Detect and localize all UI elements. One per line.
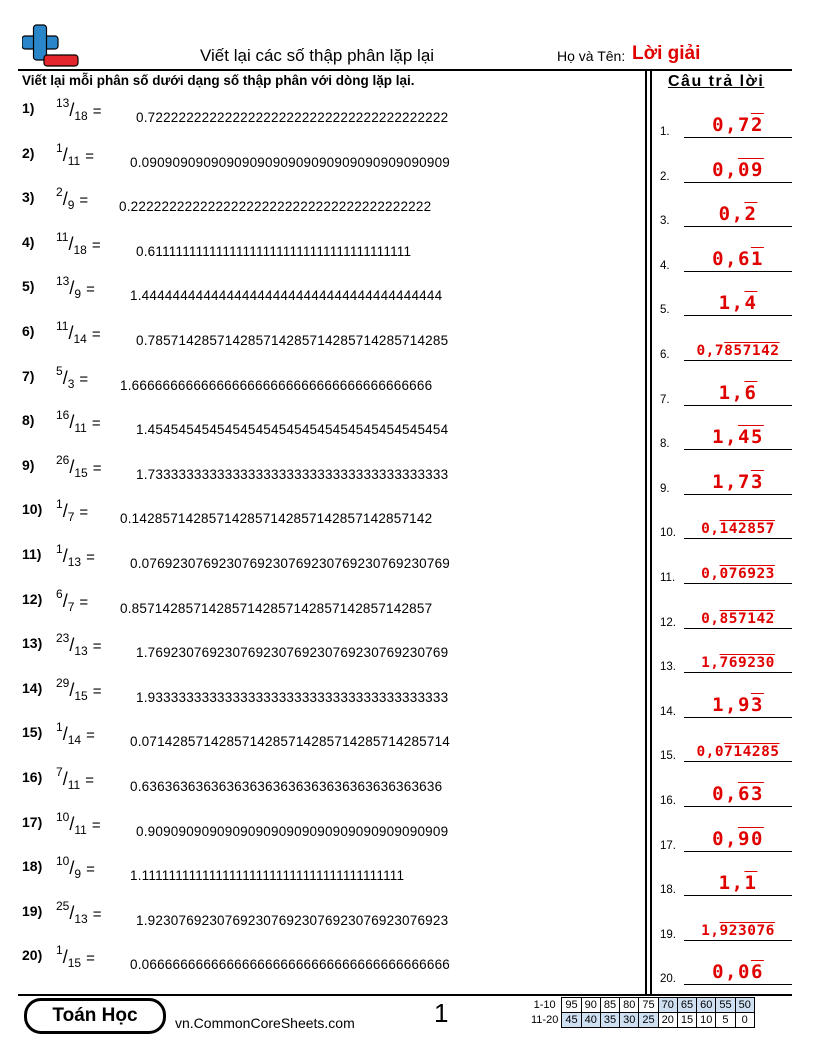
answer-line: [684, 583, 792, 584]
equals-sign: =: [86, 861, 95, 879]
score-cell: 35: [600, 1013, 619, 1028]
score-cell: 30: [620, 1013, 639, 1028]
answer-value: [684, 566, 792, 582]
answer-value: [684, 611, 792, 627]
answer-index: 7.: [660, 393, 670, 406]
answer-line: [684, 405, 792, 406]
problem-number: 20): [22, 947, 43, 964]
numerator: 5: [56, 363, 63, 378]
denominator: 9: [67, 198, 75, 213]
fraction: $^{25}/_{13}$ =: [56, 898, 102, 926]
equals-sign: =: [85, 147, 94, 165]
score-cell: 25: [639, 1013, 658, 1028]
problem-number: 15): [22, 724, 43, 741]
answer-line: [684, 628, 792, 629]
answer-value: [684, 694, 792, 716]
answer-column-header: Câu trả lời: [668, 73, 765, 90]
numerator: 6: [56, 586, 63, 601]
answer-slot: [660, 187, 792, 231]
answer-slot: [660, 232, 792, 276]
decimal-expansion: 1.454545454545454545454545454545454545454: [136, 422, 449, 438]
score-row: [528, 998, 754, 1013]
score-row-label: 1-10: [533, 999, 556, 1011]
equals-sign: =: [86, 727, 95, 745]
answer-slot: [660, 455, 792, 499]
denominator: 13: [67, 555, 82, 569]
plus-minus-logo-icon: [22, 24, 80, 68]
score-cell: 60: [697, 998, 716, 1013]
denominator: 14: [67, 733, 82, 748]
answer-value: [684, 248, 792, 270]
answer-slot: [660, 143, 792, 187]
answer-value: [684, 521, 792, 537]
answer-index: 13.: [660, 661, 676, 674]
answer-nonrepeating-part: 1,9: [712, 693, 751, 716]
decimal-expansion: 0.0769230769230769230769230769230769230769: [130, 556, 450, 571]
answer-index: 14.: [660, 705, 676, 718]
equals-sign: =: [86, 281, 95, 299]
problem-number: 18): [22, 858, 43, 875]
answer-line: [684, 984, 792, 985]
answer-index: 19.: [660, 928, 676, 941]
answer-value: [684, 426, 792, 448]
decimal-expansion: 1.666666666666666666666666666666666666666: [120, 377, 433, 393]
answer-index: 10.: [660, 527, 676, 540]
answer-nonrepeating-part: 0,: [701, 610, 720, 627]
numerator: 16: [56, 408, 70, 423]
equals-sign: =: [92, 682, 102, 700]
answer-line: [684, 895, 792, 896]
numerator: 11: [56, 319, 69, 333]
fraction: $^{10}/_{11}$ =: [56, 809, 101, 837]
answer-repeating-part: 1: [750, 247, 764, 270]
score-cell: 55: [716, 998, 735, 1013]
answer-slot: [660, 499, 792, 543]
fraction: $^1/_{13}$ =: [56, 542, 95, 569]
answer-index: 15.: [660, 750, 676, 763]
answer-nonrepeating-part: 0,: [718, 203, 745, 226]
denominator: 13: [74, 911, 88, 926]
answer-index: 11.: [660, 572, 676, 584]
answer-slot: [660, 276, 792, 320]
answer-repeating-part: 923076: [719, 922, 775, 939]
answer-value: [684, 471, 792, 493]
problem-row: [22, 720, 632, 764]
answer-slot: [660, 410, 792, 454]
decimal-expansion: 0.611111111111111111111111111111111111111: [136, 243, 412, 259]
numerator: 29: [56, 675, 70, 690]
fraction: $^{11}/_{18}$ =: [56, 229, 101, 257]
answer-index: 5.: [660, 304, 670, 317]
answer-value: [684, 923, 792, 939]
fraction: $^{10}/_9$ =: [56, 854, 95, 882]
answer-repeating-part: 6: [744, 381, 758, 404]
equals-sign: =: [92, 638, 102, 656]
numerator: 1: [56, 497, 63, 512]
answer-nonrepeating-part: 0,6: [712, 247, 751, 270]
answer-line: [684, 182, 792, 183]
fraction: $^2/_9$ =: [56, 185, 89, 213]
answer-repeating-part: 09: [738, 158, 764, 181]
equals-sign: =: [91, 326, 101, 343]
denominator: 15: [74, 688, 88, 703]
numerator: 26: [56, 452, 70, 467]
problem-row: [22, 408, 632, 452]
answer-slot: [660, 812, 792, 856]
answer-index: 12.: [660, 616, 676, 629]
equals-sign: =: [86, 549, 95, 566]
equals-sign: =: [92, 905, 102, 923]
answer-repeating-part: 1: [744, 872, 758, 895]
answer-line: [684, 494, 792, 495]
answer-index: 3.: [660, 215, 670, 228]
answer-repeating-part: 6: [750, 961, 764, 984]
decimal-expansion: 1.733333333333333333333333333333333333333: [136, 466, 449, 482]
problem-number: 13): [22, 635, 43, 652]
answer-nonrepeating-part: 0,: [701, 566, 720, 582]
answer-line: [684, 672, 792, 673]
fraction: $^1/_7$ =: [56, 497, 89, 525]
score-cell: 45: [562, 1013, 581, 1028]
answer-slot: [660, 856, 792, 900]
problem-number: 8): [22, 412, 35, 429]
answer-index: 17.: [660, 839, 676, 852]
problem-number: 2): [22, 144, 35, 161]
answer-index: 16.: [660, 795, 676, 807]
answer-nonrepeating-part: 0,0: [712, 961, 751, 984]
answer-nonrepeating-part: 1,: [718, 381, 745, 404]
equals-sign: =: [92, 103, 102, 120]
score-cell: 95: [562, 998, 581, 1013]
answer-nonrepeating-part: 1,: [718, 292, 745, 315]
fraction: $^6/_7$ =: [56, 586, 89, 614]
answer-value: [684, 828, 792, 850]
numerator: 10: [56, 809, 70, 824]
decimal-expansion: 0.0714285714285714285714285714285714285714: [130, 734, 450, 750]
decimal-expansion: 0.636363636363636363636363636363636363636: [130, 779, 443, 794]
answer-repeating-part: 769230: [719, 655, 775, 672]
fraction: $^{11}/_{14}$ =: [56, 319, 101, 346]
answer-line: [684, 271, 792, 272]
problem-row: [22, 542, 632, 586]
denominator: 7: [67, 510, 75, 525]
answer-repeating-part: 2: [744, 203, 758, 226]
site-url: vn.CommonCoreSheets.com: [175, 1015, 355, 1031]
decimal-expansion: 0.142857142857142857142857142857142857142: [120, 511, 433, 527]
problem-row: [22, 765, 632, 809]
score-cell: 75: [639, 998, 658, 1013]
score-cell: 5: [716, 1013, 735, 1028]
answer-slot: [660, 589, 792, 633]
answer-repeating-part: 076923: [719, 566, 775, 582]
equals-sign: =: [79, 192, 89, 210]
score-cell: 80: [620, 998, 639, 1013]
problem-number: 3): [22, 189, 35, 206]
answer-slot: [660, 945, 792, 989]
fraction: $^1/_{14}$ =: [56, 720, 95, 748]
decimal-expansion: 1.769230769230769230769230769230769230769: [136, 645, 449, 661]
fraction: $^{13}/_9$ =: [56, 274, 95, 302]
score-row: [528, 1013, 754, 1028]
problem-row: [22, 675, 632, 720]
answer-repeating-part: 142857: [719, 521, 775, 538]
fraction: $^{26}/_{15}$ =: [56, 452, 102, 480]
score-cell: 40: [581, 1013, 600, 1028]
answer-repeating-part: 857142: [719, 610, 775, 627]
answer-index: 4.: [660, 259, 670, 272]
fraction: $^1/_{11}$ =: [56, 140, 94, 168]
problem-row: [22, 229, 632, 274]
score-cell: 20: [658, 1013, 677, 1028]
answer-value: [684, 159, 792, 181]
instructions: Viết lại mỗi phân số dưới dạng số thập phân với dòng lặp lại.: [22, 73, 415, 88]
problem-number: 7): [22, 367, 35, 384]
denominator: 11: [74, 822, 87, 837]
answer-line: [684, 538, 792, 539]
score-cell: 15: [677, 1013, 696, 1028]
numerator: 1: [56, 140, 63, 155]
problem-number: 4): [22, 233, 35, 250]
column-divider-right: [650, 69, 652, 994]
answer-slot: [660, 366, 792, 410]
answer-repeating-part: 3: [750, 470, 764, 493]
denominator: 13: [74, 644, 88, 659]
answer-nonrepeating-part: 0,7: [712, 114, 751, 136]
answer-line: [684, 137, 792, 138]
problem-number: 6): [22, 323, 35, 339]
answer-index: 18.: [660, 884, 676, 897]
equals-sign: =: [79, 593, 89, 611]
answer-repeating-part: 63: [738, 783, 764, 805]
denominator: 11: [67, 153, 81, 168]
answer-slot: [660, 321, 792, 365]
footer-divider: [18, 994, 792, 996]
denominator: 18: [74, 109, 88, 123]
answer-line: [684, 315, 792, 316]
answer-index: 2.: [660, 170, 670, 183]
problem-row: [22, 586, 632, 631]
decimal-expansion: 0.722222222222222222222222222222222222222: [136, 110, 449, 125]
decimal-expansion: 0.0666666666666666666666666666666666666666: [130, 957, 450, 973]
answer-slot: [660, 767, 792, 811]
problem-number: 19): [22, 902, 43, 919]
numerator: 1: [56, 720, 63, 735]
decimal-expansion: 1.923076923076923076923076923076923076923: [136, 912, 449, 928]
equals-sign: =: [92, 459, 102, 477]
answer-slot: [660, 98, 792, 142]
answer-value: [684, 292, 792, 314]
answer-line: [684, 717, 792, 718]
answer-line: [684, 449, 792, 450]
answer-index: 9.: [660, 482, 670, 495]
column-divider-left: [645, 69, 647, 994]
problem-row: [22, 363, 632, 408]
answer-nonrepeating-part: 1,: [701, 922, 720, 939]
numerator: 2: [56, 185, 63, 200]
numerator: 13: [56, 96, 70, 110]
answer-repeating-part: 3: [750, 693, 764, 716]
problem-row: [22, 854, 632, 898]
problem-row: [22, 185, 632, 229]
score-cell: 0: [735, 1013, 754, 1028]
answer-line: [684, 226, 792, 227]
answer-slot: [660, 678, 792, 722]
fraction: $^{13}/_{18}$ =: [56, 96, 102, 123]
answer-slot: [660, 901, 792, 945]
equals-sign: =: [79, 370, 89, 388]
denominator: 9: [74, 867, 82, 882]
fraction: $^{16}/_{11}$ =: [56, 408, 101, 436]
score-cell: 65: [677, 998, 696, 1013]
answer-index: 8.: [660, 438, 670, 451]
equals-sign: =: [91, 816, 101, 834]
problem-number: 5): [22, 278, 35, 295]
answer-nonrepeating-part: 0,: [712, 783, 738, 805]
denominator: 15: [74, 465, 88, 480]
answer-value: [684, 114, 792, 136]
fraction: $^{23}/_{13}$ =: [56, 631, 102, 659]
denominator: 3: [67, 376, 75, 391]
answer-nonrepeating-part: 0,0: [696, 744, 725, 761]
answer-nonrepeating-part: 1,: [712, 426, 738, 449]
numerator: 11: [56, 229, 69, 244]
problem-number: 1): [22, 100, 35, 116]
fraction: $^5/_3$ =: [56, 363, 89, 391]
problem-number: 11): [22, 546, 42, 562]
answer-value: [684, 783, 792, 805]
answer-repeating-part: 4: [744, 292, 758, 315]
answer-line: [684, 806, 792, 807]
name-value: Lời giải: [632, 43, 701, 64]
equals-sign: =: [91, 415, 101, 433]
problem-number: 16): [22, 769, 43, 785]
denominator: 18: [73, 242, 87, 257]
answer-line: [684, 360, 792, 361]
answer-slot: [660, 722, 792, 766]
denominator: 15: [67, 956, 82, 971]
score-cell: 10: [697, 1013, 716, 1028]
answer-repeating-part: 90: [738, 827, 764, 850]
score-cell: 90: [581, 998, 600, 1013]
answer-repeating-part: 857142: [724, 343, 780, 359]
equals-sign: =: [86, 950, 95, 968]
decimal-expansion: 0.785714285714285714285714285714285714285: [136, 333, 449, 348]
problem-row: [22, 809, 632, 854]
numerator: 1: [56, 943, 63, 958]
answer-nonrepeating-part: 0,: [712, 827, 738, 850]
answer-repeating-part: 714285: [724, 744, 780, 761]
answer-nonrepeating-part: 1,7: [712, 470, 751, 493]
answer-repeating-part: 45: [738, 426, 764, 449]
denominator: 7: [67, 599, 75, 614]
header-divider: [18, 69, 792, 71]
equals-sign: =: [91, 236, 101, 254]
numerator: 25: [56, 898, 70, 913]
problem-row: [22, 943, 632, 987]
answer-index: 20.: [660, 973, 676, 986]
answer-index: 1.: [660, 126, 670, 138]
answer-line: [684, 761, 792, 762]
numerator: 10: [56, 854, 70, 869]
page-number: 1: [434, 998, 449, 1028]
fraction: $^{29}/_{15}$ =: [56, 675, 102, 703]
problem-row: [22, 274, 632, 318]
answer-value: [684, 343, 792, 359]
problem-number: 9): [22, 456, 35, 473]
problem-number: 12): [22, 590, 43, 607]
decimal-expansion: 1.933333333333333333333333333333333333333: [136, 689, 449, 705]
problem-row: [22, 631, 632, 675]
score-cell: 50: [735, 998, 754, 1013]
score-cell: 85: [600, 998, 619, 1013]
decimal-expansion: 0.909090909090909090909090909090909090909: [136, 823, 449, 839]
answer-repeating-part: 2: [750, 114, 764, 136]
equals-sign: =: [85, 772, 94, 789]
answer-nonrepeating-part: 1,: [718, 872, 745, 895]
decimal-expansion: 1.444444444444444444444444444444444444444: [130, 288, 443, 304]
name-label: Họ và Tên:: [557, 48, 626, 64]
problem-row: [22, 898, 632, 943]
answer-nonrepeating-part: 0,: [701, 521, 720, 538]
answer-value: [684, 203, 792, 225]
problem-number: 14): [22, 679, 43, 696]
decimal-expansion: 0.222222222222222222222222222222222222222: [119, 199, 432, 215]
fraction: $^7/_{11}$ =: [56, 765, 94, 792]
answer-nonrepeating-part: 0,: [712, 158, 738, 181]
problem-row: [22, 319, 632, 363]
answer-value: [684, 872, 792, 894]
numerator: 13: [56, 274, 70, 289]
score-cell: 70: [658, 998, 677, 1013]
problem-row: [22, 452, 632, 497]
denominator: 11: [74, 421, 87, 436]
numerator: 1: [56, 542, 63, 556]
worksheet-title: Viết lại các số thập phân lặp lại: [200, 46, 435, 65]
problem-row: [22, 140, 632, 185]
numerator: 23: [56, 631, 70, 646]
denominator: 14: [73, 332, 87, 346]
answer-line: [684, 851, 792, 852]
answer-slot: [660, 633, 792, 677]
answer-value: [684, 382, 792, 404]
answer-value: [684, 655, 792, 671]
problem-number: 17): [22, 813, 43, 830]
numerator: 7: [56, 765, 63, 779]
answer-index: 6.: [660, 349, 670, 361]
decimal-expansion: 1.111111111111111111111111111111111111111: [130, 868, 405, 884]
score-row-label: 11-20: [531, 1014, 559, 1026]
answer-value: [684, 744, 792, 760]
decimal-expansion: 0.0909090909090909090909090909090909090909: [130, 154, 450, 170]
decimal-expansion: 0.857142857142857142857142857142857142857: [120, 600, 433, 616]
answer-nonrepeating-part: 1,: [701, 655, 720, 672]
equals-sign: =: [79, 504, 89, 522]
problem-number: 10): [22, 501, 43, 518]
score-table: [528, 997, 755, 1028]
problem-row: [22, 497, 632, 541]
answer-slot: [660, 544, 792, 588]
answer-line: [684, 940, 792, 941]
denominator: 9: [74, 287, 82, 302]
fraction: $^1/_{15}$ =: [56, 943, 95, 971]
answer-nonrepeating-part: 0,7: [696, 343, 725, 359]
problem-row: [22, 96, 632, 140]
brand-badge: Toán Học: [24, 998, 166, 1034]
denominator: 11: [67, 778, 81, 792]
answer-value: [684, 961, 792, 983]
